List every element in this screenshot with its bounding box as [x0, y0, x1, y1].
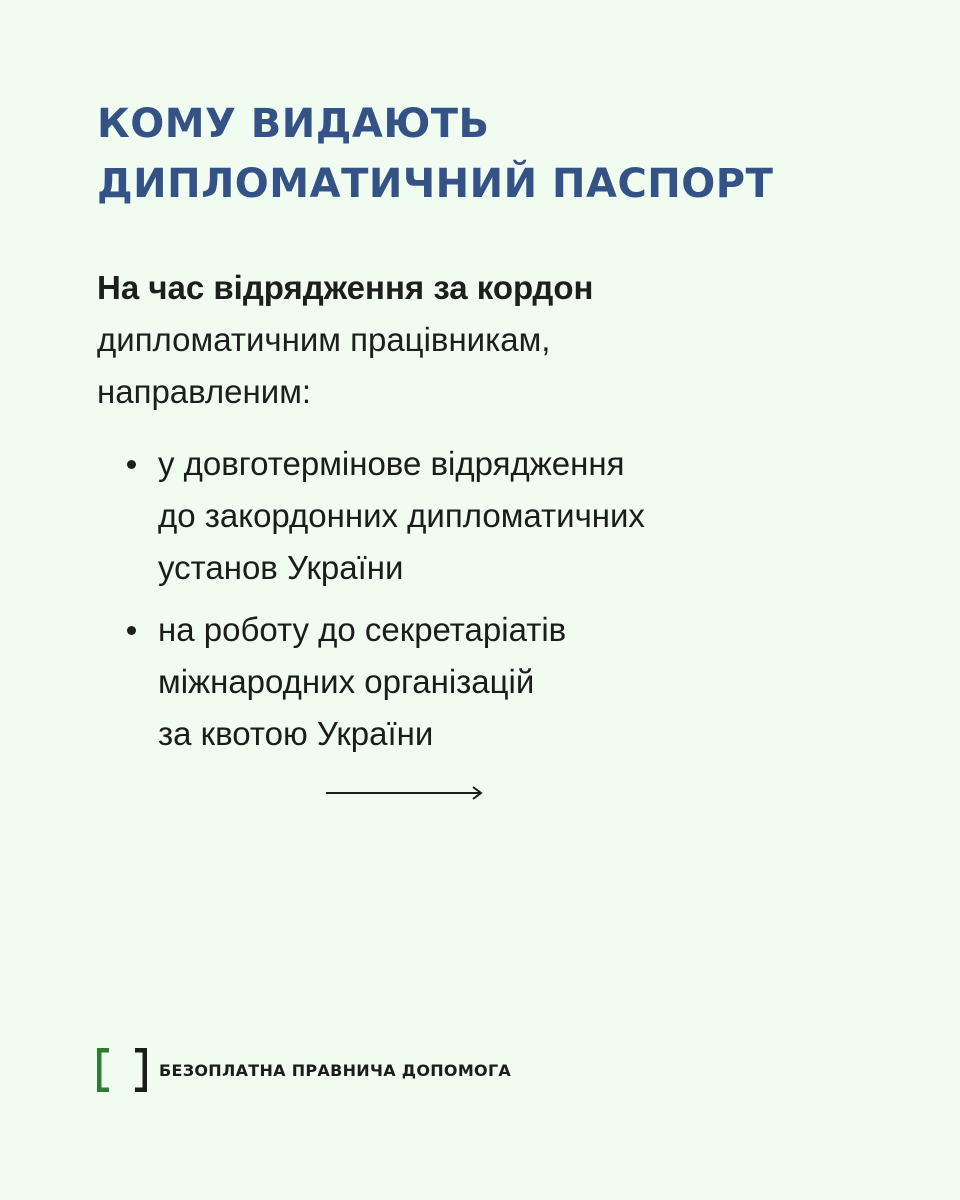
page-title	[97, 94, 897, 214]
intro-text	[97, 262, 857, 418]
bullet-icon	[127, 626, 136, 635]
intro-bold-line: На час відрядження за кордон	[97, 269, 594, 306]
brand-name: БЕЗОПЛАТНА ПРАВНИЧА ДОПОМОГА	[159, 1060, 512, 1080]
title-line-2: ДИПЛОМАТИЧНИЙ ПАСПОРТ	[97, 161, 774, 207]
intro-line-3: направленим:	[97, 373, 312, 410]
list-item-line: міжнародних організацій	[158, 663, 535, 700]
eligibility-list	[124, 438, 884, 770]
intro-line-2: дипломатичним працівникам,	[97, 321, 551, 358]
list-item-line: за квотою України	[158, 715, 434, 752]
list-item-line: установ України	[158, 549, 404, 586]
list-item-line: на роботу до секретаріатів	[158, 611, 567, 648]
list-item	[124, 604, 884, 760]
bullet-icon	[127, 460, 136, 469]
title-line-1: КОМУ ВИДАЮТЬ	[97, 101, 490, 147]
list-item-line: у довготермінове відрядження	[158, 445, 625, 482]
list-item	[124, 438, 884, 594]
list-item-line: до закордонних дипломатичних	[158, 497, 645, 534]
arrow-right-icon	[326, 783, 484, 803]
bracket-logo-icon	[97, 1048, 147, 1092]
footer-brand	[97, 1048, 511, 1092]
